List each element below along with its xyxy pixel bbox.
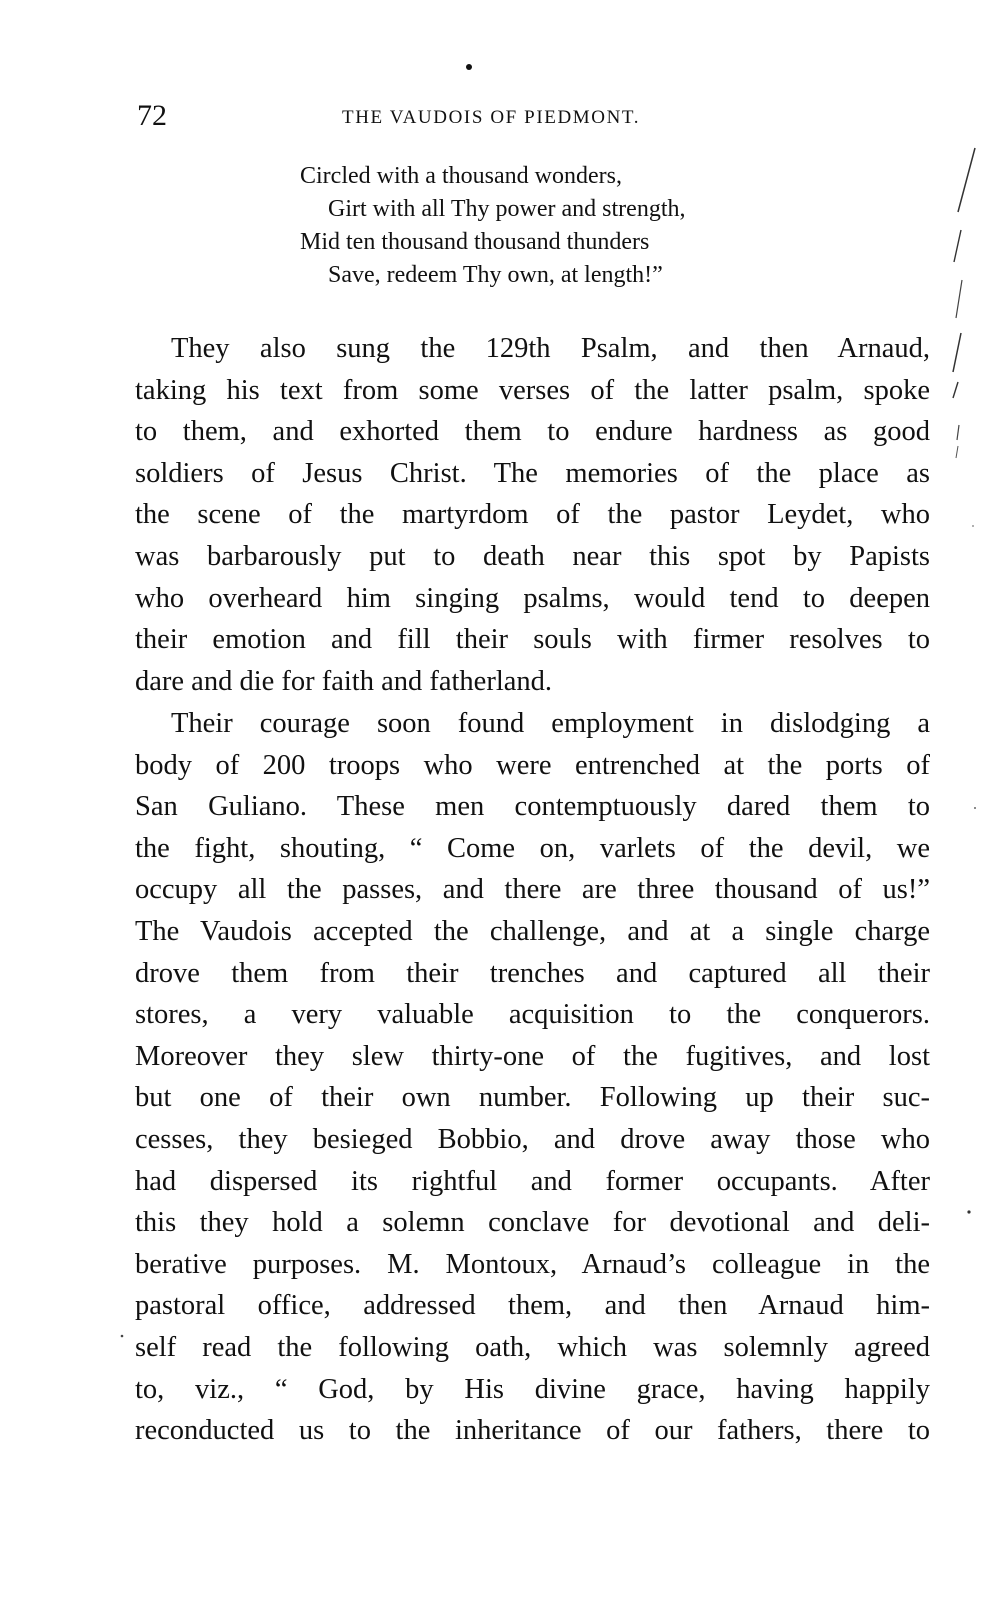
scan-mark [953,333,961,372]
text-line: berative purposes. M. Montoux, Arnaud’s colleague in the [135,1248,930,1280]
text-line: the scene of the martyrdom of the pastor Leydet, who [135,499,930,531]
text-line: self read the following oath, which was solemnly agreed [135,1331,930,1363]
text-line: who overheard him singing psalms, would tend to deepen [135,582,930,614]
running-title: THE VAUDOIS OF PIEDMONT. [342,107,641,128]
scan-mark [954,230,961,262]
text-line: to, viz., “ God, by His divine grace, having happily [135,1373,930,1405]
text-line: the fight, shouting, “ Come on, varlets of the devil, we [135,832,930,864]
printer-dot-mark [466,64,472,70]
text-line: stores, a very valuable acquisition to the conquerors. [135,999,930,1031]
paragraph-2 [135,703,930,1452]
scan-mark [958,148,975,212]
scan-mark [953,382,958,398]
page-number: 72 [137,99,167,132]
scan-mark [972,525,974,527]
text-line: They also sung the 129th Psalm, and then Arnaud, [171,333,930,364]
text-line: The Vaudois accepted the challenge, and at a single charge [135,915,930,947]
text-line: reconducted us to the inheritance of our fathers, there to [135,1415,930,1447]
scan-mark [956,280,962,318]
paragraph-1 [135,328,930,702]
scan-mark [121,1335,124,1338]
text-line: San Guliano. These men contemptuously dared them to [135,791,930,823]
scan-mark [956,446,958,458]
text-line: this they hold a solemn conclave for devotional and deli- [135,1207,930,1239]
text-line: dare and die for faith and fatherland. [135,665,553,697]
poem-line: Save, redeem Thy own, at length!” [328,262,663,288]
scan-mark [974,807,976,809]
text-line: pastoral office, addressed them, and then Arnaud him- [135,1290,930,1322]
text-line: cesses, they besieged Bobbio, and drove away those who [135,1123,930,1155]
text-line: was barbarously put to death near this spot by Papists [135,540,930,572]
text-line: had dispersed its rightful and former occupants. After [135,1165,930,1197]
text-line: Their courage soon found employment in dislodging a [171,708,930,739]
scan-mark [957,425,959,440]
text-line: occupy all the passes, and there are three thousand of us!” [135,874,930,906]
text-line: body of 200 troops who were entrenched at the ports of [135,749,930,781]
poem-line: Girt with all Thy power and strength, [328,196,686,222]
text-line: Moreover they slew thirty-one of the fugitives, and lost [135,1040,930,1072]
text-line: but one of their own number. Following up their suc- [135,1082,930,1114]
poem-line: Mid ten thousand thousand thunders [300,229,650,255]
poem-line: Circled with a thousand wonders, [300,163,622,189]
text-line: their emotion and fill their souls with firmer resolves to [135,624,930,656]
text-line: soldiers of Jesus Christ. The memories of the place as [135,457,930,489]
text-line: drove them from their trenches and captured all their [135,957,930,989]
scan-mark [967,1210,970,1213]
text-line: to them, and exhorted them to endure hardness as good [135,416,930,448]
text-line: taking his text from some verses of the latter psalm, spoke [135,374,930,406]
poem-stanza [300,160,820,292]
